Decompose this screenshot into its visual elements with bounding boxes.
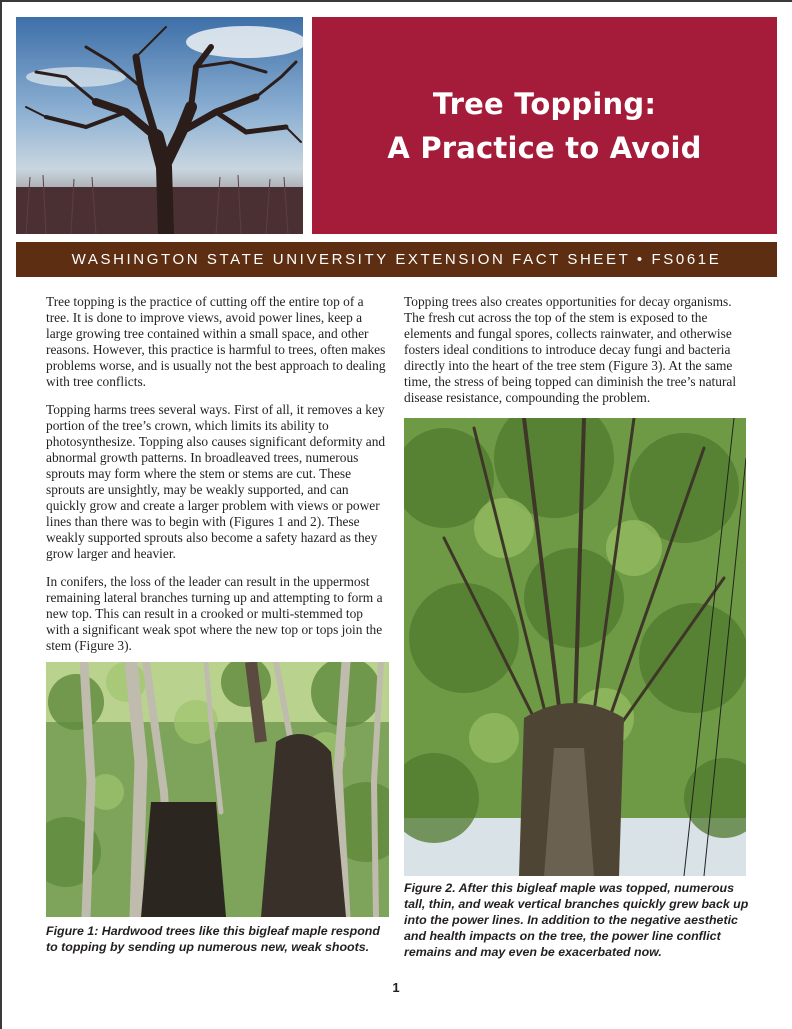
paragraph-harms: Topping harms trees several ways. First of all, it removes a key portion of the tree’s crown, which limits its ability to photosynthesize. Topping also causes significant deformity and abnormal growth patterns. In broadleaved trees, numerous sprouts may form where the stem or stems are cut. These sprouts are unsightly, may be weakly supported, and can quickly grow and create a larger problem with views or power lines than there was to begin with (Figures 1 and 2). These weakly supported sprouts also become a safety hazard as they grow larger and heavier. [46, 402, 386, 561]
figure-1-caption: Figure 1: Hardwood trees like this bigleaf maple respond to topping by sending up numerous new, weak shoots. [46, 924, 380, 954]
right-column [404, 294, 749, 418]
page-number: 1 [392, 980, 400, 995]
paragraph-intro: Tree topping is the practice of cutting off the entire top of a tree. It is done to improve views, avoid power lines, keep a large growing tree contained within a small space, and other reasons. However, this practice is harmful to trees, often makes problems worse, and is usually not the best approach to dealing with tree conflicts. [46, 294, 386, 389]
title-panel [312, 17, 777, 234]
paragraph-decay: Topping trees also creates opportunities for decay organisms. The fresh cut across the top of the stem is exposed to the elements and fungal spores, collects rainwater, and otherwise fosters ideal conditions to introduce decay fungi and bacteria directly into the heart of the tree stem (Figure 3). At the same time, the stress of being topped can diminish the tree’s natural disease resistance, compounding the problem. [404, 294, 737, 405]
fact-sheet-banner [16, 242, 777, 277]
banner-text: WASHINGTON STATE UNIVERSITY EXTENSION FACT SHEET • FS061E [71, 251, 722, 268]
paragraph-conifers: In conifers, the loss of the leader can result in the uppermost remaining lateral branches turning up and attempting to form a new top. This can result in a crooked or multi-stemmed top with a significant weak spot where the new top or tops join the stem (Figure 3). [46, 574, 383, 653]
figure-2-photo [404, 418, 746, 876]
header-photo-topped-tree [16, 17, 303, 234]
page-border-top [0, 0, 792, 2]
title-line-1: Tree Topping: [432, 86, 657, 121]
figure-2-caption: Figure 2. After this bigleaf maple was topped, numerous tall, thin, and weak vertical branches quickly grew back up into the power lines. In addition to the negative aesthetic and health impacts on the tree, the power line conflict remains and may even be exacerbated now. [404, 881, 749, 959]
left-column [46, 294, 386, 666]
page-border-left [0, 0, 2, 1029]
title-line-2: A Practice to Avoid [387, 130, 702, 165]
figure-1-photo [46, 662, 389, 917]
